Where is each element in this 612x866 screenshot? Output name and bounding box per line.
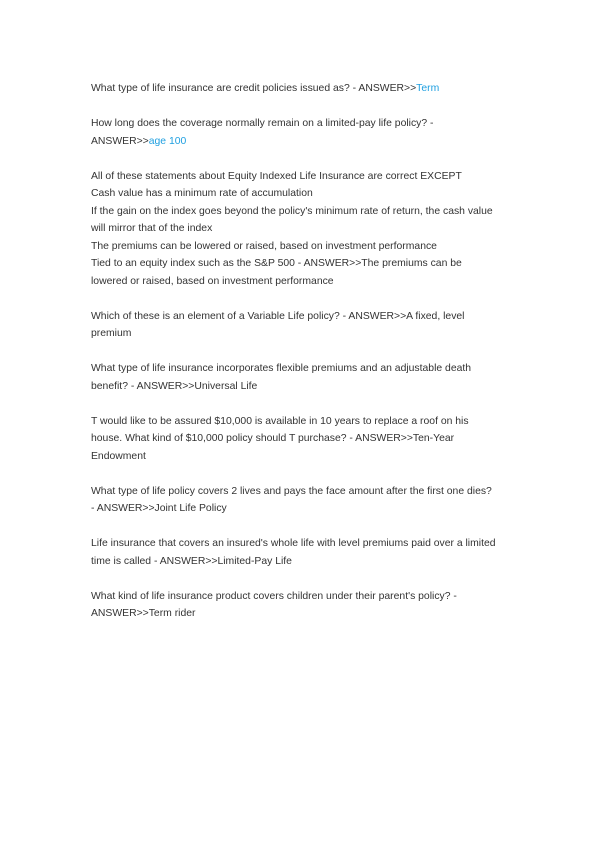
qa-line	[91, 80, 521, 98]
qa-line: What type of life policy covers 2 lives and pays the face amount after the first one dies?	[91, 485, 492, 497]
qa-line: time is called - ANSWER>>Limited-Pay Life	[91, 555, 292, 567]
qa-line: ANSWER>>Term rider	[91, 608, 196, 619]
qa-item-5	[91, 360, 521, 395]
qa-line: house. What kind of $10,000 policy should T purchase? - ANSWER>>Ten-Year	[91, 433, 455, 444]
qa-line: lowered or raised, based on investment performance	[91, 275, 334, 287]
qa-line: Endowment	[91, 450, 146, 462]
qa-line: benefit? - ANSWER>>Universal Life	[91, 380, 258, 392]
qa-line: Which of these is an element of a Variable Life policy? - ANSWER>>A fixed, level	[91, 310, 465, 322]
answer-highlight: Term	[416, 83, 440, 94]
qa-item-1	[91, 80, 521, 98]
qa-item-8	[91, 535, 521, 570]
qa-line: The premiums can be lowered or raised, based on investment performance	[91, 240, 437, 252]
qa-line: If the gain on the index goes beyond the policy's minimum rate of return, the cash value	[91, 205, 493, 217]
qa-line: How long does the coverage normally remain on a limited-pay life policy? -	[91, 118, 434, 129]
qa-line: What type of life insurance incorporates flexible premiums and an adjustable death	[91, 363, 472, 374]
qa-text: What type of life insurance are credit policies issued as? - ANSWER>>	[91, 83, 417, 94]
qa-text: ANSWER>>	[91, 135, 149, 147]
qa-item-7	[91, 483, 521, 518]
qa-item-2	[91, 115, 521, 150]
qa-line: will mirror that of the index	[91, 223, 213, 234]
qa-line	[91, 133, 521, 151]
qa-item-3	[91, 168, 521, 291]
qa-line: What kind of life insurance product covers children under their parent's policy? -	[91, 590, 457, 602]
qa-line: Cash value has a minimum rate of accumulation	[91, 188, 313, 199]
qa-line: Tied to an equity index such as the S&P 500 - ANSWER>>The premiums can be	[91, 258, 462, 269]
qa-line: Life insurance that covers an insured's whole life with level premiums paid over a limited	[91, 538, 496, 549]
qa-item-4	[91, 308, 521, 343]
qa-line: premium	[91, 328, 132, 339]
qa-line: - ANSWER>>Joint Life Policy	[91, 503, 227, 514]
qa-item-9	[91, 588, 521, 623]
qa-item-6	[91, 413, 521, 466]
qa-line: All of these statements about Equity Indexed Life Insurance are correct EXCEPT	[91, 170, 462, 182]
answer-highlight: age 100	[148, 135, 187, 147]
qa-line: T would like to be assured $10,000 is available in 10 years to replace a roof on his	[91, 415, 469, 427]
document-body	[91, 80, 521, 640]
